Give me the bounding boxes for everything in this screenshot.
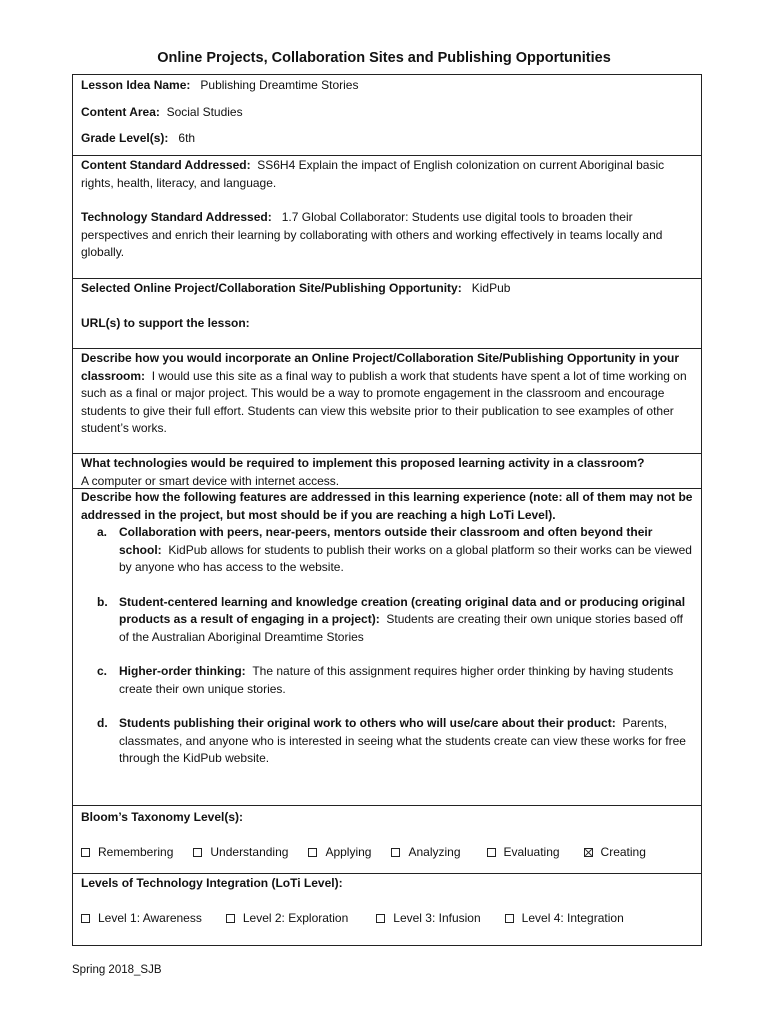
checkbox-icon[interactable] xyxy=(81,914,90,923)
loti-section xyxy=(73,873,701,945)
blooms-option-remembering[interactable] xyxy=(81,844,173,862)
blooms-section xyxy=(73,805,701,873)
url-label: URL(s) to support the lesson: xyxy=(81,315,250,330)
standards-section xyxy=(73,155,701,278)
loti-option-level-1[interactable] xyxy=(81,910,202,928)
grade-level-label: Grade Level(s): xyxy=(81,131,169,145)
grade-level-value: 6th xyxy=(178,131,196,145)
page-title: Online Projects, Collaboration Sites and Publishing Opportunities xyxy=(157,50,611,66)
option-label: Evaluating xyxy=(503,844,560,859)
loti-label: Levels of Technology Integration (LoTi Level): xyxy=(81,876,343,890)
feature-item-b xyxy=(81,594,693,647)
blooms-label: Bloom’s Taxonomy Level(s): xyxy=(81,810,244,824)
loti-options xyxy=(81,910,693,928)
selected-site-section xyxy=(73,278,701,348)
content-area-value: Social Studies xyxy=(166,104,243,119)
checkbox-icon[interactable] xyxy=(391,848,400,857)
option-label: Analyzing xyxy=(408,844,461,859)
option-label: Creating xyxy=(600,844,646,859)
feature-letter: d. xyxy=(97,716,108,730)
blooms-option-evaluating[interactable] xyxy=(487,844,560,862)
lesson-info-section xyxy=(73,75,701,155)
checkbox-icon[interactable] xyxy=(308,848,317,857)
footer-text: Spring 2018_SJB xyxy=(72,964,162,976)
checked-checkbox-icon[interactable] xyxy=(584,848,593,857)
technologies-value: A computer or smart device with internet access. xyxy=(81,473,340,488)
option-label: Understanding xyxy=(210,844,289,859)
feature-value: Parents, classmates, and anyone who is interested in seeing what the students create can view these works for free through the KidPub website. xyxy=(119,716,686,765)
checkbox-icon[interactable] xyxy=(226,914,235,923)
feature-letter: b. xyxy=(97,594,108,609)
loti-option-level-4[interactable] xyxy=(505,910,624,928)
checkbox-icon[interactable] xyxy=(487,848,496,857)
feature-item-c xyxy=(81,663,693,698)
checkbox-icon[interactable] xyxy=(193,848,202,857)
option-label: Level 3: Infusion xyxy=(393,910,481,925)
technologies-section xyxy=(73,453,701,488)
feature-letter: c. xyxy=(97,664,108,678)
feature-letter: a. xyxy=(97,525,108,539)
loti-option-level-2[interactable] xyxy=(226,910,348,928)
feature-value: The nature of this assignment requires higher order thinking by having students create their own unique stories. xyxy=(119,664,674,696)
content-area-label: Content Area: xyxy=(81,104,160,119)
lesson-form xyxy=(72,74,702,946)
tech-standard-label: Technology Standard Addressed: xyxy=(81,210,272,224)
option-label: Level 1: Awareness xyxy=(98,910,202,925)
feature-label: Higher-order thinking: xyxy=(119,664,246,678)
feature-item-a xyxy=(81,524,693,577)
blooms-option-analyzing[interactable] xyxy=(391,844,460,862)
tech-standard-value: 1.7 Global Collaborator: Students use digital tools to broaden their perspectives and enrich their learning by collaborating with others and working effectively in teams locally and globally. xyxy=(81,210,663,259)
checkbox-icon[interactable] xyxy=(505,914,514,923)
checkbox-icon[interactable] xyxy=(376,914,385,923)
option-label: Remembering xyxy=(98,844,174,859)
feature-label: Students publishing their original work to others who will use/care about their product: xyxy=(119,716,616,730)
incorporate-label: Describe how you would incorporate an Online Project/Collaboration Site/Publishing Opportunity in your classroom: xyxy=(81,351,680,383)
feature-label: Student-centered learning and knowledge creation (creating original data and or producing original products as a result of engaging in a project): xyxy=(119,594,686,626)
incorporate-value: I would use this site as a final way to publish a work that students have spent a lot of time working on such as a final or major project. This would be a way to promote engagement in the classroom and encourage students to give their full effort. Students can view this website prior to their publication to see examples of other student’s works. xyxy=(81,368,687,435)
blooms-option-applying[interactable] xyxy=(308,844,371,862)
features-intro: Describe how the following features are addressed in this learning experience (note: all of them may not be addressed in the project, but most should be if you are reaching a high LoTi Level). xyxy=(81,490,693,522)
blooms-option-understanding[interactable] xyxy=(193,844,288,862)
lesson-name-value: Publishing Dreamtime Stories xyxy=(200,78,359,92)
feature-item-d xyxy=(81,715,693,768)
blooms-option-creating[interactable] xyxy=(584,844,646,862)
feature-value: KidPub allows for students to publish their works on a global platform so their works can be viewed by anyone who has access to the website. xyxy=(119,542,692,574)
feature-value: Students are creating their own unique stories based off of the Australian Aboriginal Dreamtime Stories xyxy=(119,612,684,644)
option-label: Level 2: Exploration xyxy=(242,910,349,925)
features-section xyxy=(73,488,701,805)
content-standard-value: SS6H4 Explain the impact of English colonization on current Aboriginal basic rights, health, literacy, and language. xyxy=(81,158,665,190)
checkbox-icon[interactable] xyxy=(81,848,90,857)
technologies-label: What technologies would be required to implement this proposed learning activity in a classroom? xyxy=(81,456,645,470)
content-standard-label: Content Standard Addressed: xyxy=(81,158,251,172)
lesson-name-label: Lesson Idea Name: xyxy=(81,78,191,92)
selected-site-label: Selected Online Project/Collaboration Site/Publishing Opportunity: xyxy=(81,281,462,295)
option-label: Level 4: Integration xyxy=(521,910,624,925)
loti-option-level-3[interactable] xyxy=(376,910,480,928)
selected-site-value: KidPub xyxy=(471,281,511,295)
feature-label: Collaboration with peers, near-peers, mentors outside their classroom and often beyond their school: xyxy=(119,525,653,557)
option-label: Applying xyxy=(325,844,372,859)
incorporate-section xyxy=(73,348,701,453)
blooms-options xyxy=(81,844,693,862)
